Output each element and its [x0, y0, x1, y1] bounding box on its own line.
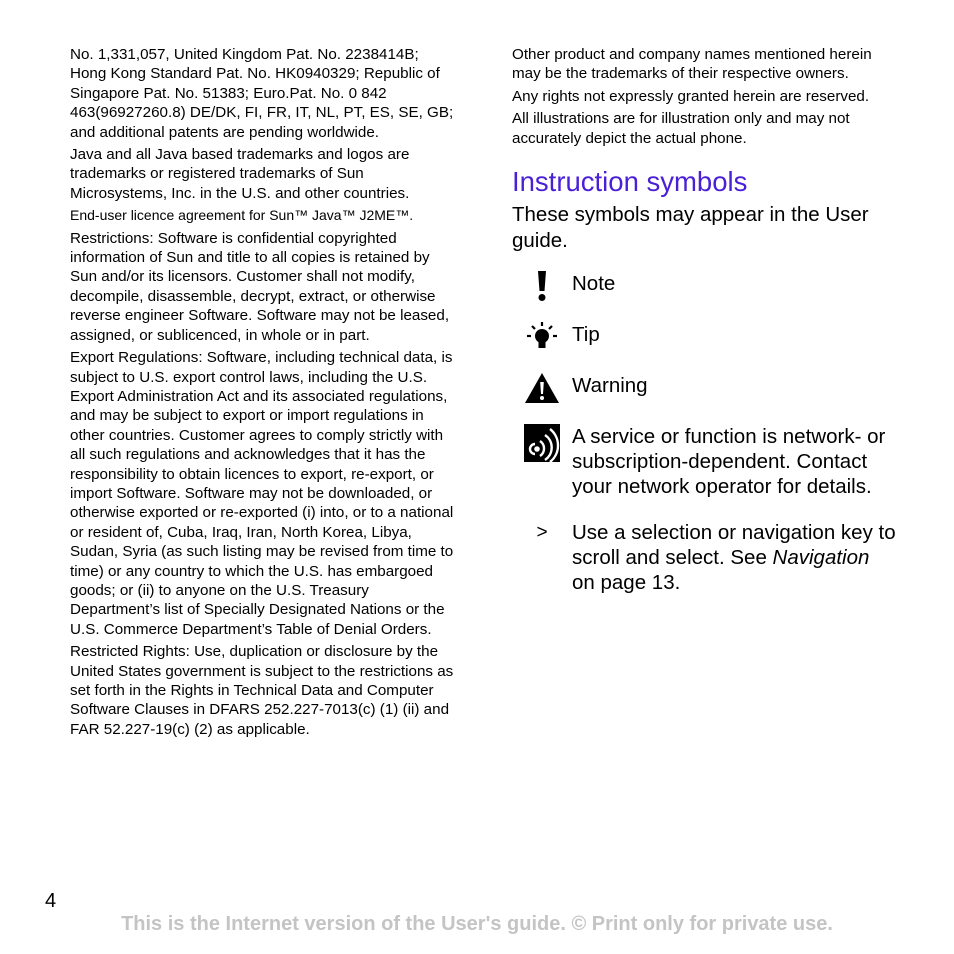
navigation-text-before: Use a selection or navigation key to scroll and select. See — [572, 521, 896, 570]
licence-agreement-heading: End-user licence agreement for Sun™ Java™ J2ME™. — [70, 207, 414, 224]
section-title: Instruction symbols — [512, 166, 748, 198]
symbol-row-network — [512, 424, 904, 499]
symbol-row-navigation — [512, 520, 904, 595]
navigation-arrow-icon: > — [536, 521, 548, 543]
left-column — [70, 45, 454, 742]
patent-paragraph: No. 1,331,057, United Kingdom Pat. No. 2238414B; Hong Kong Standard Pat. No. HK0940329; Republic of Singapore Pat. No. 51383; Euro.Pat. No. 0 842 463(96927260.8) DE/DK, FI, FR, IT, NL, PT, ES, SE, GB; and additional patents are pending worldwide. — [70, 46, 454, 141]
right-column — [512, 45, 904, 616]
network-service-icon — [512, 424, 572, 464]
symbol-label-navigation — [572, 520, 897, 595]
symbol-label-note: Note — [572, 272, 616, 296]
restrictions-paragraph: Restrictions: Software is confidential copyrighted information of Sun and title to all copies is retained by Sun and/or its licensors. Customer shall not modify, decompile, disassemble, decrypt, extract, or otherwise reverse engineer Software. Software may not be leased, assigned, or sublicenced, in whole or in part. — [70, 229, 450, 344]
trademarks-paragraph: Other product and company names mentioned herein may be the trademarks of their respective owners. — [512, 46, 872, 83]
note-icon — [512, 271, 572, 301]
navigation-link: Navigation — [772, 546, 870, 570]
java-trademark-paragraph: Java and all Java based trademarks and logos are trademarks or registered trademarks of Sun Microsystems, Inc. in the U.S. and other countries. — [70, 146, 410, 202]
symbol-label-tip: Tip — [572, 323, 600, 347]
symbol-row-tip — [512, 322, 904, 352]
symbol-label-network: A service or function is network- or subscription-dependent. Contact your network operator for details. — [572, 425, 886, 499]
navigation-text-after: on page 13. — [572, 571, 681, 595]
restricted-rights-paragraph: Restricted Rights: Use, duplication or disclosure by the United States government is subject to the restrictions as set forth in the Rights in Technical Data and Computer Software Clauses in DFARS 252.227-7013(c) (1) (ii) and FAR 52.227-19(c) (2) as applicable. — [70, 643, 454, 738]
symbol-row-warning — [512, 373, 904, 403]
symbol-list — [512, 271, 904, 595]
warning-icon — [512, 373, 572, 403]
tip-icon — [512, 322, 572, 352]
symbol-row-note — [512, 271, 904, 301]
export-regulations-paragraph: Export Regulations: Software, including technical data, is subject to U.S. export control laws, including the U.S. Export Administration Act and its associated regulations, and may be subject to export or import regulations in other countries. Customer agrees to comply strictly with all such regulations and acknowledges that it has the responsibility to obtain licences to export, re-export, or import Software. Software may not be downloaded, or otherwise exported or re-exported (i) into, or to a national or resident of, Cuba, Iraq, Iran, North Korea, Libya, Sudan, Syria (as such listing may be revised from time to time) or any country to which the U.S. has embargoed goods; or (ii) to anyone on the U.S. Treasury Department’s list of Specially Designated Nations or the U.S. Commerce Department’s Table of Denial Orders. — [70, 349, 454, 638]
rights-reserved-paragraph: Any rights not expressly granted herein are reserved. — [512, 87, 870, 105]
section-intro: These symbols may appear in the User guide. — [512, 203, 869, 252]
symbol-label-warning: Warning — [572, 374, 648, 398]
page-number: 4 — [45, 890, 57, 912]
illustrations-paragraph: All illustrations are for illustration only and may not accurately depict the actual phone. — [512, 110, 850, 147]
footer-notice: This is the Internet version of the User's guide. © Print only for private use. — [121, 913, 833, 935]
